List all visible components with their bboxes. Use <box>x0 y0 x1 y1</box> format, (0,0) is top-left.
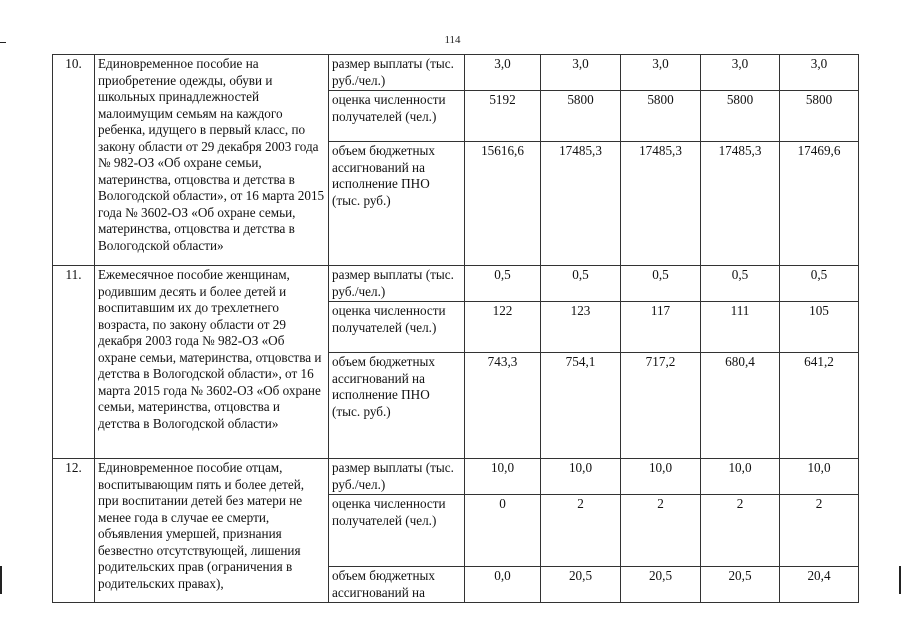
table-cell: 3,0 <box>465 55 541 91</box>
table-cell: 0,5 <box>621 266 701 302</box>
table-cell: 5800 <box>621 91 701 142</box>
table-cell: 17485,3 <box>701 142 780 266</box>
table-cell: 0,0 <box>465 567 541 603</box>
table-cell: 641,2 <box>780 353 859 459</box>
table-cell: 5192 <box>465 91 541 142</box>
table-row <box>53 55 859 91</box>
table-cell: 5800 <box>541 91 621 142</box>
table-cell: 117 <box>621 302 701 353</box>
table-row <box>53 459 859 495</box>
table-cell: 10,0 <box>465 459 541 495</box>
parameter-label: размер выплаты (тыс. руб./чел.) <box>329 266 465 302</box>
obligation-description: Единовременное пособие отцам, воспитывающим пять и более детей, при воспитании детей без матери не менее года в случае ее смерти, объявления умершей, признания безвестно отсутствующей, лишения родительских прав (ограничения в родительских правах), <box>95 459 329 603</box>
parameter-label: оценка численности получателей (чел.) <box>329 495 465 567</box>
table-cell: 3,0 <box>621 55 701 91</box>
obligation-description: Единовременное пособие на приобретение одежды, обуви и школьных принадлежностей малоимущим семьям на каждого ребенка, идущего в первый класс, по закону области от 29 декабря 2003 года № 982-ОЗ «Об охране семьи, материнства, отцовства и детства в Вологодской области», от 16 марта 2015 года № 3602-ОЗ «Об охране семьи, материнства, отцовства и детства в Вологодской области» <box>95 55 329 266</box>
table-cell: 17469,6 <box>780 142 859 266</box>
table-row <box>53 266 859 302</box>
table-cell: 15616,6 <box>465 142 541 266</box>
table-cell: 2 <box>780 495 859 567</box>
table-cell: 680,4 <box>701 353 780 459</box>
scan-edge-mark <box>899 566 901 594</box>
parameter-label: объем бюджетных ассигнований на исполнение ПНО (тыс. руб.) <box>329 142 465 266</box>
table-cell: 2 <box>541 495 621 567</box>
row-number: 12. <box>53 459 95 603</box>
table-cell: 717,2 <box>621 353 701 459</box>
obligation-description: Ежемесячное пособие женщинам, родившим десять и более детей и воспитавшим их до трехлетнего возраста, по закону области от 29 декабря 2003 года № 982-ОЗ «Об охране семьи, материнства, отцовства и детства в Вологодской области», от 16 марта 2015 года № 3602-ОЗ «Об охране семьи, материнства, отцовства и детства в Вологодской области» <box>95 266 329 459</box>
table-cell: 105 <box>780 302 859 353</box>
table-cell: 2 <box>621 495 701 567</box>
table-cell: 20,5 <box>701 567 780 603</box>
table-cell: 0,5 <box>780 266 859 302</box>
table-cell: 20,4 <box>780 567 859 603</box>
table-cell: 17485,3 <box>621 142 701 266</box>
table-cell: 5800 <box>701 91 780 142</box>
table-cell: 17485,3 <box>541 142 621 266</box>
table-cell: 0,5 <box>541 266 621 302</box>
table-cell: 20,5 <box>621 567 701 603</box>
table-cell: 743,3 <box>465 353 541 459</box>
table-cell: 111 <box>701 302 780 353</box>
page-number: 114 <box>444 34 461 46</box>
table-cell: 0,5 <box>701 266 780 302</box>
table-cell: 10,0 <box>621 459 701 495</box>
row-number: 10. <box>53 55 95 266</box>
parameter-label: размер выплаты (тыс. руб./чел.) <box>329 55 465 91</box>
table-cell: 5800 <box>780 91 859 142</box>
table-cell: 3,0 <box>780 55 859 91</box>
parameter-label: объем бюджетных ассигнований на исполнение ПНО (тыс. руб.) <box>329 353 465 459</box>
table-cell: 0,5 <box>465 266 541 302</box>
table-cell: 122 <box>465 302 541 353</box>
table-cell: 20,5 <box>541 567 621 603</box>
scan-edge-mark <box>0 42 6 43</box>
table-cell: 0 <box>465 495 541 567</box>
table-cell: 3,0 <box>541 55 621 91</box>
table-cell: 3,0 <box>701 55 780 91</box>
table-cell: 10,0 <box>780 459 859 495</box>
table-cell: 2 <box>701 495 780 567</box>
table-cell: 10,0 <box>541 459 621 495</box>
parameter-label: оценка численности получателей (чел.) <box>329 91 465 142</box>
parameter-label: оценка численности получателей (чел.) <box>329 302 465 353</box>
table-cell: 123 <box>541 302 621 353</box>
scan-edge-mark <box>0 566 2 594</box>
budget-obligations-table <box>52 54 859 603</box>
row-number: 11. <box>53 266 95 459</box>
table-cell: 10,0 <box>701 459 780 495</box>
parameter-label: размер выплаты (тыс. руб./чел.) <box>329 459 465 495</box>
parameter-label: объем бюджетных ассигнований на <box>329 567 465 603</box>
table-cell: 754,1 <box>541 353 621 459</box>
